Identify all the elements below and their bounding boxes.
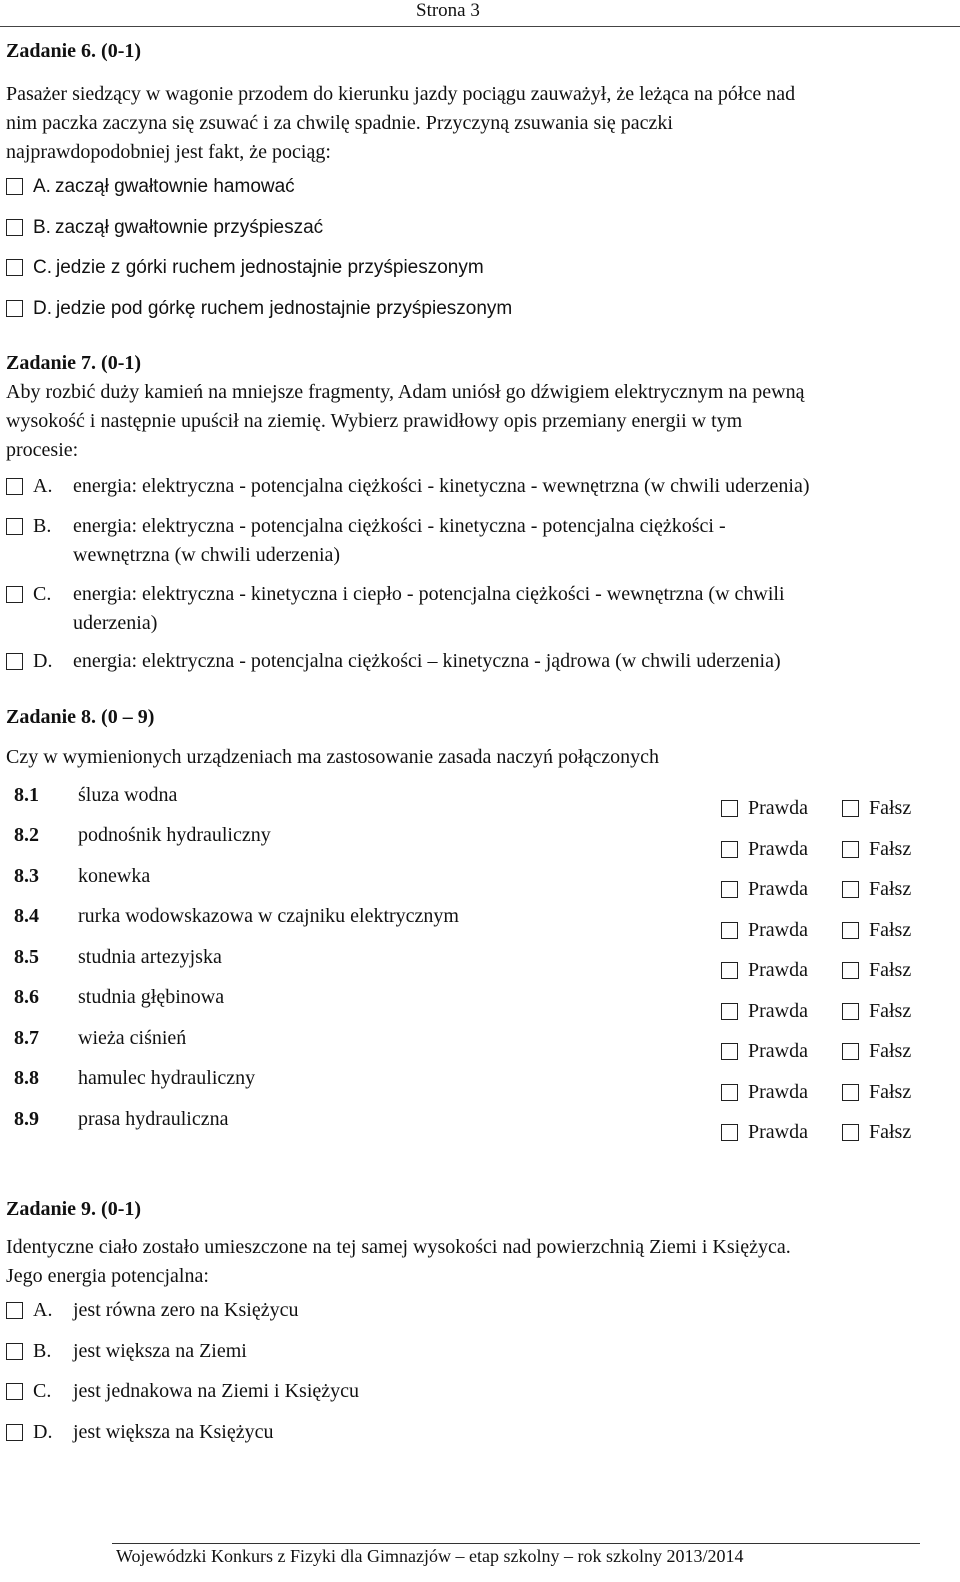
option-letter: D. — [33, 298, 52, 319]
item-number: 8.1 — [14, 784, 39, 806]
task9-line-2: Jego energia potencjalna: — [6, 1265, 209, 1287]
false-checkbox[interactable] — [842, 881, 859, 898]
checkbox[interactable] — [6, 219, 23, 236]
option-letter: C. — [33, 257, 52, 278]
task6-line-2: nim paczka zaczyna się zsuwać i za chwilę spadnie. Przyczyną zsuwania się paczki — [6, 112, 673, 134]
option-letter: A. — [33, 475, 53, 497]
false-checkbox[interactable] — [842, 800, 859, 817]
option-text: jest większa na Ziemi — [73, 1340, 247, 1362]
true-false-choice — [721, 997, 911, 1026]
true-label: Prawda — [748, 1000, 808, 1022]
item-number: 8.9 — [14, 1108, 39, 1130]
task9-option-c[interactable] — [6, 1377, 359, 1406]
task8-title-label: Zadanie 8. — [6, 706, 97, 728]
true-checkbox[interactable] — [721, 922, 738, 939]
task7-option-c[interactable] — [6, 580, 951, 638]
task6-line-1: Pasażer siedzący w wagonie przodem do kierunku jazdy pociągu zauważył, że leżąca na półce nad — [6, 83, 796, 105]
option-text: zaczął gwałtownie hamować — [54, 176, 295, 197]
checkbox[interactable] — [6, 478, 23, 495]
item-text: prasa hydrauliczna — [78, 1108, 229, 1130]
item-text: podnośnik hydrauliczny — [78, 824, 271, 846]
task8-title — [6, 706, 154, 729]
true-false-choice — [721, 835, 911, 864]
true-label: Prawda — [748, 1040, 808, 1062]
true-label: Prawda — [748, 838, 808, 860]
false-label: Fałsz — [868, 1081, 912, 1103]
task9-option-b[interactable] — [6, 1337, 247, 1366]
option-text: jest większa na Księżycu — [73, 1421, 274, 1443]
option-text — [73, 647, 951, 676]
task7-title-label: Zadanie 7. — [6, 352, 97, 374]
true-false-choice — [721, 1078, 911, 1107]
option-text: jedzie pod górkę ruchem jednostajnie przyśpieszonym — [56, 298, 513, 319]
option-letter: C. — [33, 583, 52, 605]
true-checkbox[interactable] — [721, 1124, 738, 1141]
option-text-line: energia: elektryczna - kinetyczna i ciepło - potencjalna ciężkości - wewnętrzna (w chwili — [73, 583, 785, 605]
item-number: 8.4 — [14, 905, 39, 927]
item-number: 8.3 — [14, 865, 39, 887]
true-checkbox[interactable] — [721, 1003, 738, 1020]
task7-line-3: procesie: — [6, 439, 79, 461]
task7-question — [6, 378, 952, 465]
option-text-line: uderzenia) — [73, 612, 158, 634]
option-text: jedzie z górki ruchem jednostajnie przyśpieszonym — [56, 257, 484, 278]
false-checkbox[interactable] — [842, 1003, 859, 1020]
task7-title — [6, 352, 141, 375]
item-text: hamulec hydrauliczny — [78, 1067, 256, 1089]
true-checkbox[interactable] — [721, 1043, 738, 1060]
task7-option-a[interactable] — [6, 472, 951, 501]
false-label: Fałsz — [868, 797, 912, 819]
option-text-line: energia: elektryczna - potencjalna ciężkości - kinetyczna - wewnętrzna (w chwili uderzenia) — [73, 475, 810, 497]
task7-line-2: wysokość i następnie upuścił na ziemię. Wybierz prawidłowy opis przemiany energii w tym — [6, 410, 743, 432]
task6-option-d[interactable] — [6, 294, 512, 323]
task7-line-1: Aby rozbić duży kamień na mniejsze fragmenty, Adam uniósł go dźwigiem elektrycznym na pewną — [6, 381, 805, 403]
true-false-choice — [721, 956, 911, 985]
checkbox[interactable] — [6, 1302, 23, 1319]
task6-title-label: Zadanie 6. — [6, 40, 97, 62]
option-letter: A. — [33, 1299, 53, 1321]
false-checkbox[interactable] — [842, 962, 859, 979]
footer-divider — [112, 1543, 920, 1544]
false-label: Fałsz — [868, 838, 912, 860]
task9-title-label: Zadanie 9. — [6, 1198, 97, 1220]
true-checkbox[interactable] — [721, 1084, 738, 1101]
checkbox[interactable] — [6, 1383, 23, 1400]
task8-points: (0 – 9) — [101, 706, 155, 728]
true-checkbox[interactable] — [721, 841, 738, 858]
true-checkbox[interactable] — [721, 881, 738, 898]
task6-line-3: najprawdopodobniej jest fakt, że pociąg: — [6, 141, 331, 163]
item-number: 8.7 — [14, 1027, 39, 1049]
true-label: Prawda — [748, 797, 808, 819]
item-number: 8.2 — [14, 824, 39, 846]
true-label: Prawda — [748, 1081, 808, 1103]
header-divider — [0, 26, 960, 27]
false-label: Fałsz — [868, 1121, 912, 1143]
task8-question — [6, 743, 952, 772]
false-label: Fałsz — [868, 1040, 912, 1062]
footer-text: Wojewódzki Konkurs z Fizyki dla Gimnazjów – etap szkolny – rok szkolny 2013/2014 — [116, 1546, 744, 1566]
option-text: zaczął gwałtownie przyśpieszać — [54, 217, 324, 238]
true-false-choice — [721, 1037, 911, 1066]
false-checkbox[interactable] — [842, 1043, 859, 1060]
task9-line-1: Identyczne ciało zostało umieszczone na tej samej wysokości nad powierzchnią Ziemi i Księżyca. — [6, 1236, 791, 1258]
task6-option-a[interactable] — [6, 172, 295, 201]
false-checkbox[interactable] — [842, 1084, 859, 1101]
task7-option-d[interactable] — [6, 647, 951, 676]
task9-option-d[interactable] — [6, 1418, 273, 1447]
option-text: jest jednakowa na Ziemi i Księżycu — [73, 1380, 360, 1402]
checkbox[interactable] — [6, 300, 23, 317]
option-letter: B. — [33, 1340, 52, 1362]
task6-points: (0-1) — [101, 40, 142, 62]
true-label: Prawda — [748, 1121, 808, 1143]
true-checkbox[interactable] — [721, 962, 738, 979]
checkbox[interactable] — [6, 1424, 23, 1441]
task9-option-a[interactable] — [6, 1296, 298, 1325]
task9-points: (0-1) — [101, 1198, 142, 1220]
option-text: jest równa zero na Księżycu — [73, 1299, 299, 1321]
true-false-choice — [721, 1118, 911, 1147]
false-label: Fałsz — [868, 878, 912, 900]
false-checkbox[interactable] — [842, 1124, 859, 1141]
false-label: Fałsz — [868, 959, 912, 981]
false-checkbox[interactable] — [842, 922, 859, 939]
true-checkbox[interactable] — [721, 800, 738, 817]
option-text-line: energia: elektryczna - potencjalna ciężkości – kinetyczna - jądrowa (w chwili uderzenia) — [73, 650, 781, 672]
task6-option-b[interactable] — [6, 213, 323, 242]
option-letter: D. — [33, 650, 53, 672]
page-number: Strona 3 — [416, 0, 480, 21]
item-number: 8.8 — [14, 1067, 39, 1089]
option-text-line: wewnętrzna (w chwili uderzenia) — [73, 544, 341, 566]
task6-title — [6, 40, 141, 63]
task6-question — [6, 80, 952, 167]
false-checkbox[interactable] — [842, 841, 859, 858]
task9-question — [6, 1233, 952, 1291]
item-text: wieża ciśnień — [78, 1027, 187, 1049]
option-text — [73, 580, 951, 638]
item-number: 8.5 — [14, 946, 39, 968]
option-text — [73, 512, 951, 570]
checkbox[interactable] — [6, 518, 23, 535]
item-text: konewka — [78, 865, 151, 887]
item-text: studnia artezyjska — [78, 946, 222, 968]
checkbox[interactable] — [6, 178, 23, 195]
true-label: Prawda — [748, 959, 808, 981]
option-text — [73, 472, 951, 501]
true-false-choice — [721, 916, 911, 945]
true-label: Prawda — [748, 919, 808, 941]
option-letter: A. — [33, 176, 51, 197]
item-text: rurka wodowskazowa w czajniku elektrycznym — [78, 905, 459, 927]
item-text: studnia głębinowa — [78, 986, 225, 1008]
item-number: 8.6 — [14, 986, 39, 1008]
true-label: Prawda — [748, 878, 808, 900]
task7-option-b[interactable] — [6, 512, 951, 570]
checkbox[interactable] — [6, 653, 23, 670]
checkbox[interactable] — [6, 586, 23, 603]
true-false-choice — [721, 794, 911, 823]
task7-points: (0-1) — [101, 352, 142, 374]
checkbox[interactable] — [6, 1343, 23, 1360]
option-letter: B. — [33, 515, 52, 537]
option-letter: B. — [33, 217, 51, 238]
task8-question-text: Czy w wymienionych urządzeniach ma zastosowanie zasada naczyń połączonych — [6, 746, 660, 768]
option-letter: D. — [33, 1421, 53, 1443]
item-text: śluza wodna — [78, 784, 178, 806]
option-letter: C. — [33, 1380, 52, 1402]
task6-option-c[interactable] — [6, 253, 484, 282]
false-label: Fałsz — [868, 919, 912, 941]
checkbox[interactable] — [6, 259, 23, 276]
true-false-choice — [721, 875, 911, 904]
task9-title — [6, 1198, 141, 1221]
false-label: Fałsz — [868, 1000, 912, 1022]
option-text-line: energia: elektryczna - potencjalna ciężkości - kinetyczna - potencjalna ciężkości - — [73, 515, 726, 537]
